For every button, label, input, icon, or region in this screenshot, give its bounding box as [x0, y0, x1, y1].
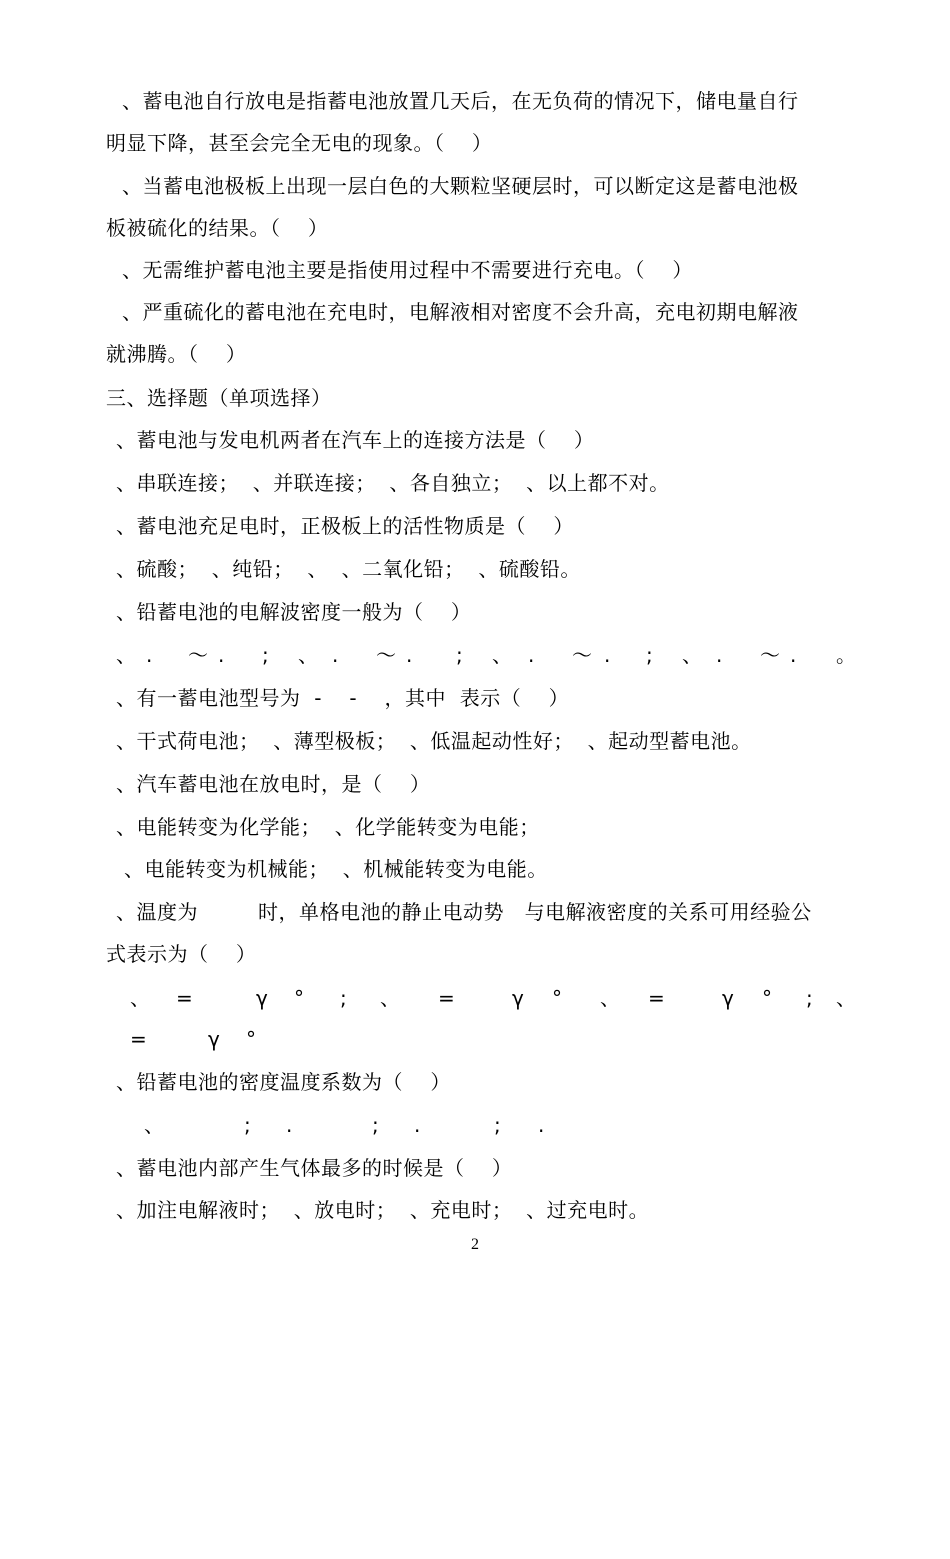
text-line — [0, 509, 950, 543]
text-segment: 、铅蓄电池的电解波密度一般为（ ） — [116, 600, 472, 624]
section-heading — [0, 381, 950, 415]
text-segment: ; — [244, 1113, 252, 1137]
text-segment: γ — [208, 1027, 221, 1051]
text-line — [0, 1065, 950, 1099]
text-segment: ～ — [760, 643, 781, 667]
text-line — [0, 937, 950, 971]
text-segment: = — [438, 986, 456, 1010]
text-segment: ° — [552, 986, 563, 1010]
text-segment: ; — [646, 643, 654, 667]
text-segment: 。 — [836, 643, 857, 667]
text-line — [0, 295, 950, 329]
text-segment: 、有一蓄电池型号为 - - ，其中 表示（ ） — [116, 686, 570, 710]
text-segment: 、严重硫化的蓄电池在充电时，电解液相对密度不会升高，充电初期电解液 — [122, 300, 799, 324]
text-segment: ～ — [376, 643, 397, 667]
text-segment: 、硫酸； 、纯铅； 、 、二氧化铅； 、硫酸铅。 — [116, 557, 581, 581]
text-segment: γ — [512, 986, 525, 1010]
text-line — [0, 169, 950, 203]
text-segment: 三、选择题（单项选择） — [106, 386, 332, 410]
text-line — [0, 552, 950, 586]
formula-line — [0, 981, 950, 1015]
text-segment: γ — [256, 986, 269, 1010]
text-line — [0, 253, 950, 287]
text-segment: 、 — [116, 643, 137, 667]
text-segment: ～ — [188, 643, 209, 667]
text-line — [0, 852, 950, 886]
text-segment: 、蓄电池与发电机两者在汽车上的连接方法是（ ） — [116, 428, 595, 452]
text-segment: . — [528, 643, 535, 667]
text-line — [0, 337, 950, 371]
text-line — [0, 767, 950, 801]
formula-line — [0, 1108, 950, 1142]
text-segment: ; — [372, 1113, 380, 1137]
text-segment: 、 — [682, 643, 703, 667]
text-segment: 明显下降，甚至会完全无电的现象。（ ） — [106, 131, 493, 155]
text-line — [0, 810, 950, 844]
text-line — [0, 84, 950, 118]
text-line — [0, 724, 950, 758]
text-line — [0, 466, 950, 500]
text-segment: 、干式荷电池； 、薄型极板； 、低温起动性好； 、起动型蓄电池。 — [116, 729, 752, 753]
text-segment: 、串联连接； 、并联连接； 、各自独立； 、以上都不对。 — [116, 471, 670, 495]
text-segment: 、蓄电池内部产生气体最多的时候是（ ） — [116, 1156, 513, 1180]
text-segment: . — [414, 1113, 421, 1137]
text-line — [0, 211, 950, 245]
text-segment: . — [218, 643, 225, 667]
text-line — [0, 423, 950, 457]
text-line — [0, 681, 950, 715]
text-segment: ° — [294, 986, 305, 1010]
text-segment: ; — [340, 986, 348, 1010]
text-segment: ° — [246, 1027, 257, 1051]
text-segment: 板被硫化的结果。（ ） — [106, 216, 329, 240]
text-line — [0, 1193, 950, 1227]
text-line — [0, 126, 950, 160]
text-segment: 、 — [130, 986, 151, 1010]
text-segment: . — [406, 643, 413, 667]
text-segment: 、 — [600, 986, 621, 1010]
text-segment: 、加注电解液时； 、放电时； 、充电时； 、过充电时。 — [116, 1198, 650, 1222]
text-segment: 、 — [836, 986, 857, 1010]
text-segment: = — [648, 986, 666, 1010]
text-segment: 、蓄电池自行放电是指蓄电池放置几天后，在无负荷的情况下，储电量自行 — [122, 89, 799, 113]
text-segment: 时，单格电池的静止电动势 与电解液密度的关系可用经验公 — [258, 900, 812, 924]
text-segment: . — [716, 643, 723, 667]
text-segment: 式表示为（ ） — [106, 942, 257, 966]
text-segment: 、铅蓄电池的密度温度系数为（ ） — [116, 1070, 451, 1094]
text-segment: 、电能转变为机械能； 、机械能转变为电能。 — [124, 857, 548, 881]
text-line — [0, 595, 950, 629]
text-segment: 、温度为 — [116, 900, 198, 924]
text-segment: ; — [494, 1113, 502, 1137]
text-segment: . — [538, 1113, 545, 1137]
formula-line — [0, 1022, 950, 1056]
text-segment: = — [130, 1027, 148, 1051]
text-segment: . — [604, 643, 611, 667]
text-line — [0, 895, 950, 929]
text-line — [0, 638, 950, 672]
text-segment: . — [790, 643, 797, 667]
text-segment: 、 — [380, 986, 401, 1010]
text-segment: ; — [456, 643, 464, 667]
text-segment: 、 — [144, 1113, 165, 1137]
text-segment: ; — [262, 643, 270, 667]
text-segment: ; — [806, 986, 814, 1010]
text-segment: 、电能转变为化学能； 、化学能转变为电能； — [116, 815, 540, 839]
text-segment: 、 — [298, 643, 319, 667]
text-segment: 、无需维护蓄电池主要是指使用过程中不需要进行充电。（ ） — [122, 258, 693, 282]
text-segment: 、蓄电池充足电时，正极板上的活性物质是（ ） — [116, 514, 574, 538]
text-segment: ° — [762, 986, 773, 1010]
text-segment: = — [176, 986, 194, 1010]
text-segment: 就沸腾。（ ） — [106, 342, 247, 366]
text-segment: 、汽车蓄电池在放电时，是（ ） — [116, 772, 431, 796]
text-segment: . — [332, 643, 339, 667]
text-segment: 、当蓄电池极板上出现一层白色的大颗粒坚硬层时，可以断定这是蓄电池极 — [122, 174, 799, 198]
text-line — [0, 1151, 950, 1185]
text-segment: 、 — [492, 643, 513, 667]
text-segment: ～ — [572, 643, 593, 667]
text-segment: γ — [722, 986, 735, 1010]
text-segment: . — [146, 643, 153, 667]
text-segment: . — [286, 1113, 293, 1137]
page-number: 2 — [471, 1236, 479, 1253]
